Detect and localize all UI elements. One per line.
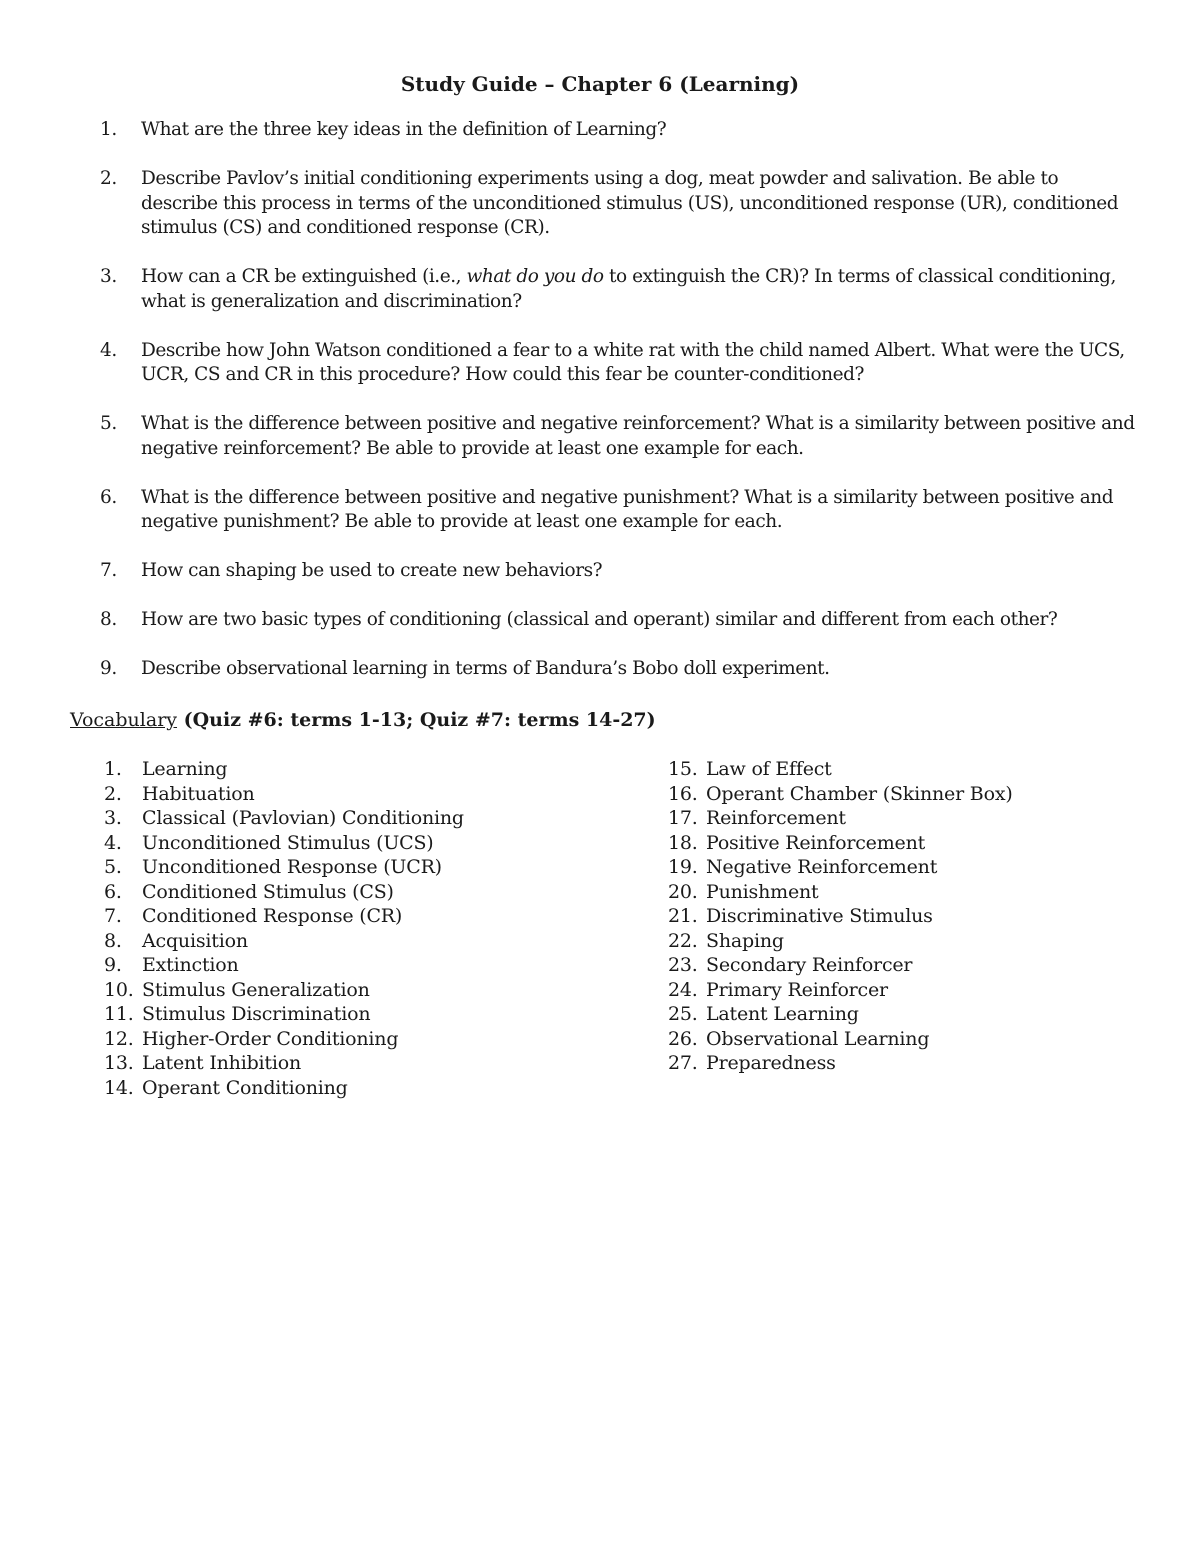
vocab-term: Habituation — [142, 782, 255, 805]
vocab-item — [104, 782, 624, 807]
question-number: 9. — [100, 658, 117, 679]
vocab-number: 12. — [104, 1027, 134, 1050]
question-item — [100, 559, 1140, 584]
vocab-term: Shaping — [706, 929, 784, 952]
vocab-term: Operant Conditioning — [142, 1076, 348, 1099]
vocab-term: Acquisition — [142, 929, 248, 952]
vocab-item — [104, 1027, 624, 1052]
vocabulary-heading — [70, 707, 656, 733]
vocab-number: 26. — [668, 1027, 698, 1050]
vocab-number: 25. — [668, 1003, 698, 1025]
question-number: 2. — [100, 168, 117, 189]
vocab-term: Stimulus Discrimination — [142, 1003, 371, 1025]
vocab-number: 24. — [668, 978, 698, 1001]
question-item — [100, 657, 1140, 682]
vocab-item — [668, 806, 1148, 831]
vocab-number: 6. — [104, 880, 122, 903]
vocabulary-column-right — [668, 757, 1148, 1076]
vocab-item — [104, 953, 624, 978]
vocab-term: Observational Learning — [706, 1027, 930, 1050]
vocab-number: 18. — [668, 831, 698, 854]
vocab-term: Punishment — [706, 880, 819, 903]
vocab-item — [668, 1027, 1148, 1052]
vocab-item — [668, 1002, 1148, 1027]
vocab-number: 10. — [104, 978, 134, 1001]
question-number: 1. — [100, 119, 117, 140]
question-text: Describe observational learning in terms of Bandura’s Bobo doll experiment. — [141, 658, 830, 679]
vocab-term: Unconditioned Stimulus (UCS) — [142, 831, 434, 854]
question-text: What is the difference between positive and negative punishment? What is a similarity between positive and negative punishment? Be able to provide at least one example for each. — [141, 486, 1114, 532]
vocab-term: Primary Reinforcer — [706, 978, 888, 1001]
vocab-number: 11. — [104, 1003, 134, 1025]
vocab-number: 5. — [104, 856, 122, 878]
vocab-term: Secondary Reinforcer — [706, 954, 913, 976]
question-text: How are two basic types of conditioning (classical and operant) similar and different from each other? — [141, 609, 1058, 630]
vocab-term: Reinforcement — [706, 807, 846, 829]
vocab-item — [104, 929, 624, 954]
vocab-item — [668, 757, 1148, 782]
question-text: What is the difference between positive and negative reinforcement? What is a similarity between positive and negative reinforcement? Be able to provide at least one example for each. — [141, 413, 1135, 459]
vocab-number: 3. — [104, 807, 122, 829]
vocab-number: 9. — [104, 954, 122, 976]
vocabulary-label: Vocabulary — [70, 709, 178, 731]
question-item — [100, 265, 1140, 314]
question-list — [100, 118, 1140, 706]
vocab-number: 7. — [104, 905, 122, 927]
vocab-item — [668, 904, 1148, 929]
vocab-term: Negative Reinforcement — [706, 856, 938, 878]
vocab-term: Discriminative Stimulus — [706, 905, 933, 927]
vocab-item — [104, 880, 624, 905]
vocab-number: 16. — [668, 782, 698, 805]
question-item — [100, 608, 1140, 633]
question-number: 3. — [100, 266, 117, 287]
vocab-item — [104, 806, 624, 831]
vocab-number: 22. — [668, 929, 698, 952]
vocab-number: 19. — [668, 856, 698, 878]
question-text: How can shaping be used to create new behaviors? — [141, 560, 603, 581]
vocab-item — [104, 1051, 624, 1076]
vocab-term: Operant Chamber (Skinner Box) — [706, 782, 1013, 805]
vocab-item — [104, 1002, 624, 1027]
vocab-item — [668, 929, 1148, 954]
vocab-term: Stimulus Generalization — [142, 978, 370, 1001]
vocab-number: 4. — [104, 831, 122, 854]
vocab-item — [668, 831, 1148, 856]
vocab-item — [668, 978, 1148, 1003]
question-text-emphasis: what do you do — [466, 266, 604, 287]
vocab-item — [104, 757, 624, 782]
vocab-term: Latent Inhibition — [142, 1052, 302, 1074]
vocab-term: Latent Learning — [706, 1003, 859, 1025]
question-number: 5. — [100, 413, 117, 434]
vocab-term: Extinction — [142, 954, 239, 976]
vocab-item — [104, 855, 624, 880]
vocab-term: Conditioned Response (CR) — [142, 905, 403, 927]
question-text: Describe how John Watson conditioned a fear to a white rat with the child named Albert. What were the UCS, UCR, CS and CR in this procedure? How could this fear be counter-conditioned? — [141, 339, 1125, 385]
vocab-item — [668, 1051, 1148, 1076]
vocab-item — [668, 953, 1148, 978]
vocab-number: 1. — [104, 758, 122, 780]
question-text-part: How can a CR be extinguished (i.e., — [141, 266, 467, 287]
vocab-item — [104, 978, 624, 1003]
vocab-term: Higher-Order Conditioning — [142, 1027, 399, 1050]
vocab-term: Learning — [142, 758, 228, 780]
vocab-term: Preparedness — [706, 1052, 836, 1074]
question-item — [100, 412, 1140, 461]
question-item — [100, 118, 1140, 143]
question-text-part: to extinguish the CR)? In terms of classical conditioning, what is generalization and discrimination? — [141, 266, 1116, 312]
vocab-number: 17. — [668, 807, 698, 829]
question-text: What are the three key ideas in the definition of Learning? — [141, 119, 667, 140]
vocab-number: 27. — [668, 1052, 698, 1074]
vocab-item — [668, 855, 1148, 880]
question-number: 4. — [100, 339, 117, 361]
question-item — [100, 486, 1140, 535]
question-item — [100, 167, 1140, 241]
vocab-item — [668, 782, 1148, 807]
vocab-term: Classical (Pavlovian) Conditioning — [142, 807, 464, 829]
question-number: 6. — [100, 486, 117, 508]
vocab-item — [668, 880, 1148, 905]
vocab-term: Positive Reinforcement — [706, 831, 926, 854]
question-number: 8. — [100, 609, 117, 630]
page-title: Study Guide – Chapter 6 (Learning) — [400, 72, 800, 96]
vocab-item — [104, 831, 624, 856]
question-number: 7. — [100, 560, 117, 581]
question-text: Describe Pavlov’s initial conditioning experiments using a dog, meat powder and salivation. Be able to describe this process in terms of the unconditioned stimulus (US), unconditioned response (UR), conditioned stimulus (CS) and conditioned response (CR). — [141, 168, 1119, 238]
vocab-number: 20. — [668, 880, 698, 903]
vocab-number: 8. — [104, 929, 122, 952]
vocab-number: 21. — [668, 905, 698, 927]
quiz-info: (Quiz #6: terms 1-13; Quiz #7: terms 14-27) — [177, 709, 656, 731]
vocab-item — [104, 1076, 624, 1101]
vocab-number: 2. — [104, 782, 122, 805]
vocab-number: 14. — [104, 1076, 134, 1099]
vocab-term: Conditioned Stimulus (CS) — [142, 880, 394, 903]
vocab-term: Unconditioned Response (UCR) — [142, 856, 442, 878]
vocab-term: Law of Effect — [706, 758, 832, 780]
question-item — [100, 339, 1140, 388]
vocab-item — [104, 904, 624, 929]
vocabulary-column-left — [104, 757, 624, 1100]
vocab-number: 15. — [668, 758, 698, 780]
vocab-number: 13. — [104, 1052, 134, 1074]
vocab-number: 23. — [668, 954, 698, 976]
